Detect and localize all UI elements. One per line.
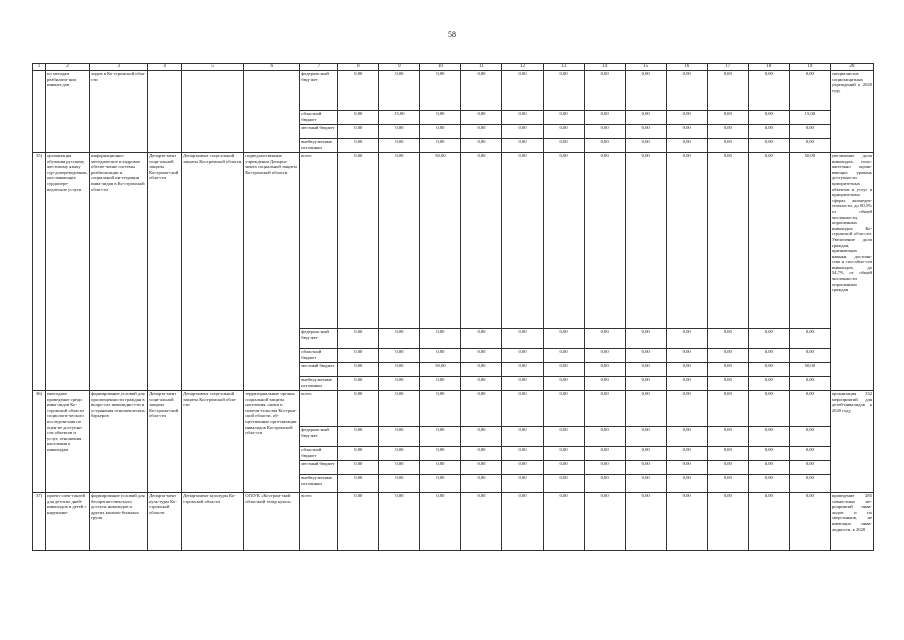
row-number: 36) <box>33 391 46 493</box>
amount-cell: 0,00 <box>461 377 502 391</box>
amount-cell: 0,00 <box>338 427 379 447</box>
funding-source: всего <box>300 391 338 427</box>
amount-cell: 0,00 <box>379 475 420 493</box>
amount-cell: 0,00 <box>789 139 830 153</box>
funding-source: всего <box>300 493 338 551</box>
amount-cell: 0,00 <box>338 329 379 349</box>
amount-cell: 50,00 <box>789 363 830 377</box>
amount-cell: 0,00 <box>625 447 666 461</box>
amount-cell: 0,00 <box>502 475 543 493</box>
amount-cell: 0,00 <box>707 475 748 493</box>
amount-cell: 0,00 <box>625 427 666 447</box>
amount-cell: 0,00 <box>379 349 420 363</box>
amount-cell: 0,00 <box>420 139 461 153</box>
amount-cell: 0,00 <box>707 349 748 363</box>
funding-source: областной бюджет <box>300 349 338 363</box>
amount-cell: 0,00 <box>461 111 502 125</box>
amount-cell: 0,00 <box>707 461 748 475</box>
amount-cell: 0,00 <box>543 111 584 125</box>
amount-cell: 0,00 <box>461 363 502 377</box>
amount-cell: 15,00 <box>379 111 420 125</box>
amount-cell: 0,00 <box>748 329 789 349</box>
amount-cell: 0,00 <box>461 153 502 329</box>
amount-cell: 0,00 <box>789 349 830 363</box>
amount-cell: 0,00 <box>625 153 666 329</box>
amount-cell: 0,00 <box>420 377 461 391</box>
amount-cell: 0,00 <box>707 139 748 153</box>
amount-cell: 0,00 <box>543 391 584 427</box>
amount-cell: 0,00 <box>379 493 420 551</box>
amount-cell: 0,00 <box>502 349 543 363</box>
amount-cell: 0,00 <box>789 461 830 475</box>
column-header: 12 <box>502 64 543 71</box>
amount-cell: 50,00 <box>420 363 461 377</box>
amount-cell: 0,00 <box>707 493 748 551</box>
amount-cell: 0,00 <box>543 125 584 139</box>
amount-cell: 0,00 <box>338 461 379 475</box>
amount-cell: 0,00 <box>379 139 420 153</box>
expected-result: проведение 285 совместных ме-роприятий инва-лидов и их сверстников, не имеющих инва-лидности, к 2020 <box>830 493 873 551</box>
amount-cell: 0,00 <box>543 153 584 329</box>
amount-cell: 0,00 <box>625 391 666 427</box>
amount-cell: 0,00 <box>502 493 543 551</box>
funding-source: областной бюджет <box>300 447 338 461</box>
amount-cell: 0,00 <box>584 349 625 363</box>
amount-cell: 0,00 <box>707 391 748 427</box>
amount-cell: 0,00 <box>461 329 502 349</box>
amount-cell: 0,00 <box>502 447 543 461</box>
amount-cell: 0,00 <box>502 461 543 475</box>
column-header: 10 <box>420 64 461 71</box>
funding-source: местный бюджет <box>300 363 338 377</box>
column-header: 13 <box>543 64 584 71</box>
funding-source: федераль-ный бюд-жет <box>300 329 338 349</box>
amount-cell: 0,00 <box>584 427 625 447</box>
measure-goal: формирование условий для просвещенности граждан в вопро-сах инвалидно-сти и устранения отношенческих барьеров <box>90 391 148 493</box>
amount-cell: 0,00 <box>666 427 707 447</box>
amount-cell: 0,00 <box>789 377 830 391</box>
measure-goal: формирование условий для беспрепятствен-ного доступа инвалидов и других маломо-бильных групп <box>90 493 148 551</box>
amount-cell: 0,00 <box>707 427 748 447</box>
amount-cell: 0,00 <box>748 111 789 125</box>
amount-cell: 0,00 <box>666 391 707 427</box>
amount-cell: 0,00 <box>379 391 420 427</box>
amount-cell: 50,00 <box>789 153 830 329</box>
amount-cell: 0,00 <box>584 461 625 475</box>
amount-cell: 0,00 <box>502 125 543 139</box>
amount-cell: 0,00 <box>625 377 666 391</box>
amount-cell: 0,00 <box>707 71 748 111</box>
amount-cell: 0,00 <box>502 111 543 125</box>
co-executor: Департамент соци-альной защиты Костромской обла-сти <box>182 391 244 493</box>
amount-cell: 0,00 <box>543 71 584 111</box>
amount-cell: 0,00 <box>584 329 625 349</box>
measure-goal: лидов в Ко-стромской обла-сти <box>90 71 148 153</box>
amount-cell: 0,00 <box>502 427 543 447</box>
participants: территориальные органы социальной защиты населения, опеки и попечи-тельства Костром-ской области, об-щественные орга-низации инвалидов Костромской обла-сти <box>244 391 300 493</box>
amount-cell: 0,00 <box>420 71 461 111</box>
amount-cell: 0,00 <box>625 475 666 493</box>
amount-cell: 0,00 <box>789 493 830 551</box>
amount-cell: 0,00 <box>502 153 543 329</box>
amount-cell: 0,00 <box>666 71 707 111</box>
column-header: 6 <box>244 64 300 71</box>
amount-cell: 0,00 <box>625 349 666 363</box>
amount-cell: 0,00 <box>707 363 748 377</box>
funding-source: внебюд-жетные источники <box>300 139 338 153</box>
responsible-executor: Департа-мент соци-альной защиты Кострома-ской обла-сти <box>148 153 182 391</box>
amount-cell: 0,00 <box>707 125 748 139</box>
column-header: 18 <box>748 64 789 71</box>
measure-name: проект спек-таклей для детских дней-инвалидов и детей с нарушени- <box>46 493 90 551</box>
funding-source: внебюд-жетные источники <box>300 475 338 493</box>
funding-source: федераль-ный бюд-жет <box>300 427 338 447</box>
amount-cell: 0,00 <box>543 475 584 493</box>
amount-cell: 0,00 <box>707 377 748 391</box>
amount-cell: 0,00 <box>625 111 666 125</box>
amount-cell: 0,00 <box>420 349 461 363</box>
amount-cell: 0,00 <box>543 427 584 447</box>
amount-cell: 0,00 <box>502 139 543 153</box>
amount-cell: 0,00 <box>625 125 666 139</box>
amount-cell: 0,00 <box>748 363 789 377</box>
amount-cell: 0,00 <box>420 475 461 493</box>
amount-cell: 0,00 <box>379 71 420 111</box>
participants <box>244 71 300 153</box>
amount-cell: 0,00 <box>502 391 543 427</box>
amount-cell: 0,00 <box>789 329 830 349</box>
measure-name: ежегодное проведение среди инва-лидов Ко-стромской области социологи-ческого исследова-ния по оцен-ке доступно-сти объектов и услуг, отношения населения к инвалидам <box>46 391 90 493</box>
table-row <box>33 153 874 329</box>
participants: подведомственные учреждения Департа-мента социальной защиты Костромской области <box>244 153 300 391</box>
responsible-executor: Департа-мент куль-туры Ко-стромской области <box>148 493 182 551</box>
measure-goal: информационно-методическое и кадровое обеспе-чение системы реабилитации и социальной ин-теграции инва-лидов в Ко-стромской обла-сти <box>90 153 148 391</box>
amount-cell: 0,00 <box>461 475 502 493</box>
participants: ОГБУК «Костром-ской областной театр кукол» <box>244 493 300 551</box>
amount-cell: 0,00 <box>502 71 543 111</box>
amount-cell: 0,00 <box>584 475 625 493</box>
funding-source: всего <box>300 153 338 329</box>
amount-cell: 0,00 <box>625 363 666 377</box>
responsible-executor: Департа-мент соци-альной защиты Кострома-ской обла-сти <box>148 391 182 493</box>
amount-cell: 0,00 <box>543 329 584 349</box>
amount-cell: 0,00 <box>584 447 625 461</box>
column-header: 20 <box>830 64 873 71</box>
amount-cell: 0,00 <box>420 493 461 551</box>
funding-source: федераль-ный бюд-жет <box>300 71 338 111</box>
column-header: 1 <box>33 64 46 71</box>
amount-cell: 0,00 <box>748 391 789 427</box>
amount-cell: 0,00 <box>461 71 502 111</box>
amount-cell: 0,00 <box>543 461 584 475</box>
co-executor: Департамент культуры Ко-стромской области <box>182 493 244 551</box>
measure-name: организация обучения русскому жестовому языку сур-допереводчиков, ока-зывающих сурдопере-водческие услуги <box>46 153 90 391</box>
column-header: 7 <box>300 64 338 71</box>
amount-cell: 0,00 <box>379 125 420 139</box>
amount-cell: 0,00 <box>379 427 420 447</box>
amount-cell: 0,00 <box>748 349 789 363</box>
amount-cell: 15,00 <box>789 111 830 125</box>
amount-cell: 0,00 <box>338 391 379 427</box>
amount-cell: 0,00 <box>666 349 707 363</box>
co-executor: Департамент соци-альной защиты Костромской области <box>182 153 244 391</box>
amount-cell: 0,00 <box>338 377 379 391</box>
amount-cell: 0,00 <box>461 349 502 363</box>
column-header: 16 <box>666 64 707 71</box>
amount-cell: 0,00 <box>748 125 789 139</box>
amount-cell: 0,00 <box>461 125 502 139</box>
page-number: 58 <box>448 30 456 39</box>
amount-cell: 0,00 <box>789 427 830 447</box>
amount-cell: 0,00 <box>461 493 502 551</box>
table-row <box>33 71 874 111</box>
amount-cell: 0,00 <box>666 493 707 551</box>
amount-cell: 0,00 <box>707 329 748 349</box>
amount-cell: 0,00 <box>707 111 748 125</box>
measure-name: по методам реабилита-ции инвали-дов <box>46 71 90 153</box>
amount-cell: 0,00 <box>748 447 789 461</box>
amount-cell: 0,00 <box>379 153 420 329</box>
amount-cell: 0,00 <box>338 125 379 139</box>
amount-cell: 0,00 <box>379 363 420 377</box>
column-header: 15 <box>625 64 666 71</box>
amount-cell: 0,00 <box>707 447 748 461</box>
column-header: 5 <box>182 64 244 71</box>
amount-cell: 0,00 <box>625 493 666 551</box>
amount-cell: 0,00 <box>543 493 584 551</box>
co-executor <box>182 71 244 153</box>
amount-cell: 0,00 <box>666 139 707 153</box>
amount-cell: 0,00 <box>748 377 789 391</box>
amount-cell: 0,00 <box>748 71 789 111</box>
amount-cell: 0,00 <box>584 139 625 153</box>
column-header: 17 <box>707 64 748 71</box>
amount-cell: 0,00 <box>789 125 830 139</box>
table-row <box>33 391 874 427</box>
amount-cell: 0,00 <box>461 427 502 447</box>
amount-cell: 0,00 <box>789 447 830 461</box>
funding-source: местный бюджет <box>300 461 338 475</box>
column-header: 19 <box>789 64 830 71</box>
column-header: 3 <box>90 64 148 71</box>
amount-cell: 0,00 <box>338 139 379 153</box>
amount-cell: 0,00 <box>666 363 707 377</box>
amount-cell: 0,00 <box>584 493 625 551</box>
amount-cell: 0,00 <box>748 493 789 551</box>
amount-cell: 0,00 <box>338 447 379 461</box>
header-row <box>33 64 874 71</box>
amount-cell: 0,00 <box>789 71 830 111</box>
amount-cell: 0,00 <box>666 125 707 139</box>
amount-cell: 0,00 <box>379 447 420 461</box>
amount-cell: 0,00 <box>748 461 789 475</box>
amount-cell: 0,00 <box>338 493 379 551</box>
amount-cell: 0,00 <box>379 377 420 391</box>
amount-cell: 0,00 <box>625 71 666 111</box>
column-header: 11 <box>461 64 502 71</box>
amount-cell: 0,00 <box>625 329 666 349</box>
amount-cell: 0,00 <box>584 125 625 139</box>
amount-cell: 0,00 <box>420 329 461 349</box>
table-row <box>33 493 874 551</box>
amount-cell: 0,00 <box>379 329 420 349</box>
amount-cell: 0,00 <box>420 461 461 475</box>
funding-source: внебюд-жетные источники <box>300 377 338 391</box>
amount-cell: 0,00 <box>584 71 625 111</box>
amount-cell: 0,00 <box>420 447 461 461</box>
amount-cell: 0,00 <box>666 461 707 475</box>
amount-cell: 0,00 <box>625 461 666 475</box>
column-header: 4 <box>148 64 182 71</box>
amount-cell: 0,00 <box>666 111 707 125</box>
amount-cell: 0,00 <box>338 153 379 329</box>
amount-cell: 0,00 <box>461 461 502 475</box>
amount-cell: 0,00 <box>338 71 379 111</box>
amount-cell: 0,00 <box>420 391 461 427</box>
amount-cell: 0,00 <box>666 329 707 349</box>
funding-source: областной бюджет <box>300 111 338 125</box>
budget-table <box>32 63 874 551</box>
row-number <box>33 71 46 153</box>
amount-cell: 0,00 <box>338 475 379 493</box>
amount-cell: 0,00 <box>584 363 625 377</box>
responsible-executor <box>148 71 182 153</box>
amount-cell: 0,00 <box>748 427 789 447</box>
amount-cell: 0,00 <box>584 391 625 427</box>
amount-cell: 0,00 <box>420 427 461 447</box>
amount-cell: 0,00 <box>420 125 461 139</box>
column-header: 2 <box>46 64 90 71</box>
expected-result: организация 332 мероприятий для детей-инвалидов к 2020 году <box>830 391 873 493</box>
amount-cell: 0,00 <box>748 139 789 153</box>
amount-cell: 0,00 <box>461 447 502 461</box>
amount-cell: 0,00 <box>543 349 584 363</box>
amount-cell: 0,00 <box>625 139 666 153</box>
amount-cell: 0,00 <box>461 139 502 153</box>
amount-cell: 0,00 <box>338 363 379 377</box>
row-number: 37) <box>33 493 46 551</box>
amount-cell: 0,00 <box>379 461 420 475</box>
amount-cell: 50,00 <box>420 153 461 329</box>
expected-result: увеличение доли инвалидов, поло-жительно оцени-вающих уровень доступности приоритетных объектов и услуг в приоритетных сферах жизнедея-тельности, до 60,5% от общей численности, опрошенных инвалидов Ко-стромской обла-сти. Увеличение доли граждан, признающих навыки, достоин-ства и способно-сти инвалидов, до 54,7% от общей численности опрошенных граждан <box>830 153 873 391</box>
column-header: 14 <box>584 64 625 71</box>
column-header: 9 <box>379 64 420 71</box>
amount-cell: 0,00 <box>584 153 625 329</box>
amount-cell: 0,00 <box>543 139 584 153</box>
amount-cell: 0,00 <box>502 377 543 391</box>
amount-cell: 0,00 <box>461 391 502 427</box>
amount-cell: 0,00 <box>666 377 707 391</box>
amount-cell: 0,00 <box>707 153 748 329</box>
amount-cell: 0,00 <box>420 111 461 125</box>
amount-cell: 0,00 <box>543 363 584 377</box>
amount-cell: 0,00 <box>338 349 379 363</box>
amount-cell: 0,00 <box>789 475 830 493</box>
funding-source: местный бюджет <box>300 125 338 139</box>
amount-cell: 0,00 <box>748 475 789 493</box>
expected-result: специалистов социозащитных учреждений к 2020 году <box>830 71 873 153</box>
amount-cell: 0,00 <box>502 329 543 349</box>
amount-cell: 0,00 <box>338 111 379 125</box>
amount-cell: 0,00 <box>666 447 707 461</box>
amount-cell: 0,00 <box>584 377 625 391</box>
amount-cell: 0,00 <box>789 391 830 427</box>
amount-cell: 0,00 <box>666 153 707 329</box>
amount-cell: 0,00 <box>502 363 543 377</box>
amount-cell: 0,00 <box>543 447 584 461</box>
amount-cell: 0,00 <box>543 377 584 391</box>
amount-cell: 0,00 <box>666 475 707 493</box>
amount-cell: 0,00 <box>584 111 625 125</box>
amount-cell: 0,00 <box>748 153 789 329</box>
row-number: 35) <box>33 153 46 391</box>
column-header: 8 <box>338 64 379 71</box>
